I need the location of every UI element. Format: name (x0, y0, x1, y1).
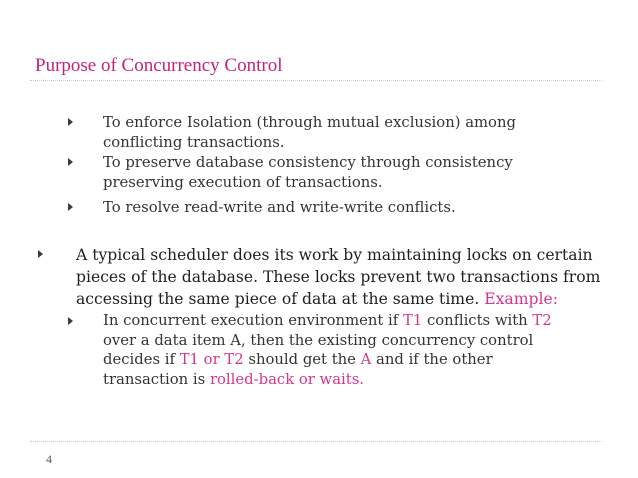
title-divider (30, 80, 602, 81)
a-highlight: A (360, 351, 372, 368)
page-number: 4 (46, 452, 52, 466)
main-bullet (76, 244, 600, 310)
main-bullet-line-1: A typical scheduler does its work by maintaining locks on certain (76, 246, 593, 264)
sub-bullet-1-line-1: To enforce Isolation (through mutual exclusion) among (103, 114, 516, 131)
example-label: Example: (484, 290, 558, 308)
bullet-arrow-icon (38, 250, 43, 258)
example-line-1-a: In concurrent execution environment if (103, 312, 403, 329)
example-line-1 (103, 311, 552, 331)
example-line-4 (103, 370, 552, 390)
example-line-2: over a data item A, then the existing concurrency control (103, 331, 534, 349)
example-line-3-b: should get the (243, 351, 361, 368)
example-bullet (103, 311, 552, 389)
bullet-arrow-icon (68, 118, 73, 126)
example-line-4-a: transaction is (103, 370, 210, 388)
sub-bullet-1-line-2: conflicting transactions. (103, 133, 285, 151)
sub-bullet-2-line-2: preserving execution of transactions. (103, 173, 383, 191)
main-bullet-line-2: pieces of the database. These locks prevent two transactions from (76, 268, 601, 286)
bullet-arrow-icon (68, 203, 73, 211)
bullet-arrow-icon (68, 317, 73, 325)
slide-title: Purpose of Concurrency Control (35, 55, 283, 76)
main-bullet-line-3-text: accessing the same piece of data at the same time. (76, 290, 480, 308)
rolled-back-highlight: rolled-back or waits. (209, 370, 365, 388)
example-line-3-c: and if the other (371, 351, 493, 368)
t2-highlight: T2 (532, 312, 552, 329)
main-bullet-line-3 (76, 288, 600, 310)
bullet-arrow-icon (68, 158, 73, 166)
t1-or-t2-highlight: T1 or T2 (179, 351, 244, 368)
sub-bullet-2 (103, 153, 513, 192)
t1-highlight: T1 (402, 312, 423, 329)
example-line-3-a: decides if (103, 351, 180, 368)
example-line-1-b: conflicts with (422, 312, 533, 329)
footer-divider (30, 441, 602, 442)
sub-bullet-1 (103, 113, 516, 152)
sub-bullet-3 (103, 198, 456, 218)
example-line-3 (103, 350, 552, 370)
sub-bullet-3-line-1: To resolve read-write and write-write conflicts. (103, 199, 456, 216)
sub-bullet-2-line-1: To preserve database consistency through consistency (103, 154, 513, 171)
